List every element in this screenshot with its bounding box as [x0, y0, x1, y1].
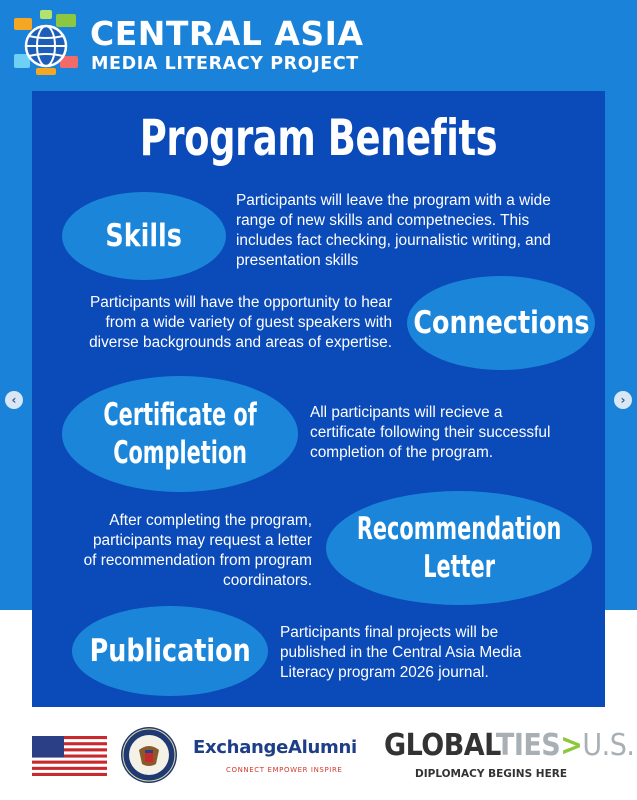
exchange-alumni-logo: ExchangeAlumni: [193, 737, 357, 758]
benefit-bubble-certificate: Certificate of Completion: [62, 376, 298, 492]
benefit-description-skills: Participants will leave the program with a wide range of new skills and competnecies. This includes fact checking, journalistic writing, and presentation skills: [236, 192, 551, 269]
us-flag-icon: [32, 736, 107, 776]
exchange-alumni-tagline: CONNECT EMPOWER INSPIRE: [226, 766, 343, 774]
benefit-bubble-recommendation: Recommendation Letter: [326, 491, 592, 605]
benefit-description-connections: Participants will have the opportunity to hear from a wide variety of guest speakers with diverse backgrounds and areas of expertise.: [89, 294, 392, 351]
chevron-left-icon[interactable]: ‹: [5, 391, 23, 409]
header-subtitle: MEDIA LITERACY PROJECT: [91, 54, 359, 74]
benefit-description-certificate: All participants will recieve a certificate following their successful completion of the program.: [310, 404, 551, 461]
benefit-description-recommendation: After completing the program, participants may request a letter of recommendation from program coordinators.: [83, 512, 312, 589]
globalties-logo: GLOBALTIES>U.S.: [384, 728, 635, 763]
benefit-bubble-publication: Publication: [72, 606, 268, 696]
benefit-description-publication: Participants final projects will be published in the Central Asia Media Literacy program 2026 journal.: [280, 624, 522, 681]
header-title: CENTRAL ASIA: [90, 14, 364, 53]
page-title: Program Benefits: [139, 109, 498, 167]
benefit-bubble-skills: Skills: [62, 192, 226, 280]
benefits-panel: [32, 91, 605, 707]
state-department-seal-icon: [120, 726, 178, 784]
chevron-right-icon[interactable]: ›: [614, 391, 632, 409]
globe-logo-icon: [12, 10, 80, 78]
globalties-tagline: DIPLOMACY BEGINS HERE: [415, 768, 568, 780]
benefit-bubble-connections: Connections: [407, 276, 595, 370]
chevron-right-icon: >: [560, 728, 583, 763]
